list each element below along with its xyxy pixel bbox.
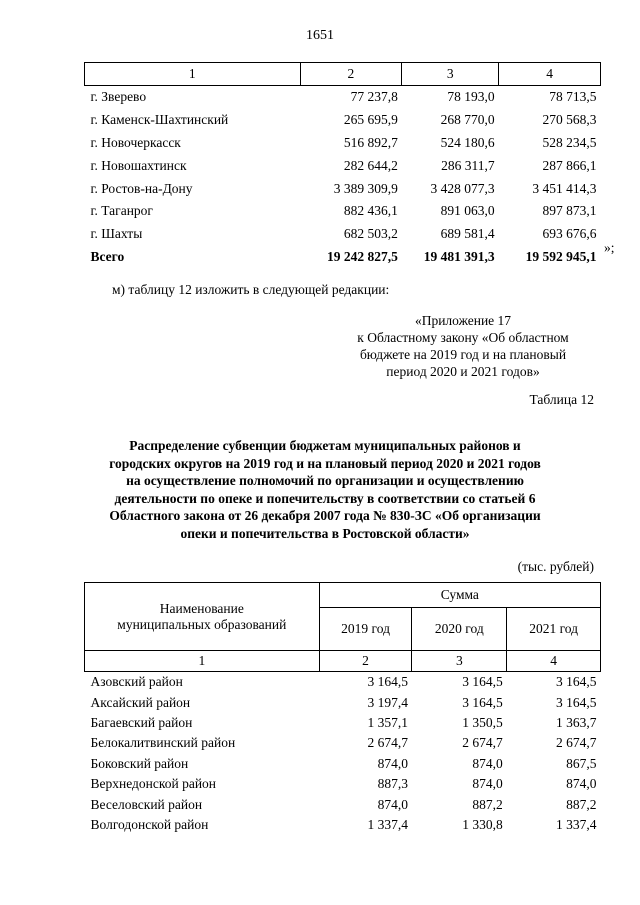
page-number: 1651 bbox=[306, 28, 334, 43]
table-row bbox=[85, 754, 601, 774]
value-2019: 874,0 bbox=[377, 796, 408, 812]
municipality-name: г. Ростов-на-Дону bbox=[90, 180, 193, 196]
value-2019: 282 644,2 bbox=[343, 157, 398, 173]
name-header-line: муниципальных образований bbox=[117, 616, 287, 632]
value-2019: 1 337,4 bbox=[367, 816, 408, 832]
column-numbers-row bbox=[85, 651, 601, 672]
table-header-row bbox=[85, 63, 601, 86]
municipality-name: г. Шахты bbox=[90, 226, 143, 242]
value-2021: 287 866,1 bbox=[542, 157, 597, 173]
table-header-row bbox=[85, 583, 601, 608]
value-2020: 268 770,0 bbox=[440, 112, 495, 128]
value-2020: 689 581,4 bbox=[440, 226, 495, 242]
column-number: 3 bbox=[402, 63, 499, 86]
municipality-name: г. Новошахтинск bbox=[90, 157, 187, 173]
sum-header: Сумма bbox=[319, 583, 600, 608]
appendix-line: «Приложение 17 bbox=[414, 313, 512, 328]
value-2020: 3 164,5 bbox=[462, 674, 503, 690]
table-label: Таблица 12 bbox=[529, 392, 594, 407]
total-row bbox=[85, 246, 601, 269]
value-2020: 2 674,7 bbox=[462, 735, 503, 751]
district-name: Аксайский район bbox=[90, 694, 191, 710]
year-header: 2019 год bbox=[319, 608, 412, 651]
title-line: городских округов на 2019 год и на плановый период 2020 и 2021 годов bbox=[109, 455, 541, 471]
municipality-name: г. Зверево bbox=[90, 89, 147, 105]
value-2019: 882 436,1 bbox=[343, 203, 398, 219]
table-row bbox=[85, 223, 601, 246]
value-2020: 1 330,8 bbox=[462, 816, 503, 832]
municipality-name: г. Таганрог bbox=[90, 203, 153, 219]
table-title bbox=[72, 437, 578, 543]
table-row bbox=[85, 672, 601, 693]
municipality-name: г. Каменск-Шахтинский bbox=[90, 112, 229, 128]
title-line: опеки и попечительства в Ростовской области» bbox=[180, 525, 470, 541]
column-number: 4 bbox=[499, 63, 601, 86]
district-name: Веселовский район bbox=[90, 796, 203, 812]
units-label: (тыс. рублей) bbox=[517, 559, 594, 574]
value-2019: 3 389 309,9 bbox=[333, 180, 398, 196]
name-header bbox=[85, 583, 320, 651]
municipality-name: г. Новочеркасск bbox=[90, 134, 181, 150]
value-2021: 3 451 414,3 bbox=[532, 180, 597, 196]
title-line: Областного закона от 26 декабря 2007 года № 830-ЗС «Об организации bbox=[109, 508, 541, 524]
table-row bbox=[85, 200, 601, 223]
value-2020: 78 193,0 bbox=[447, 89, 495, 105]
value-2019: 3 164,5 bbox=[367, 674, 408, 690]
table-row bbox=[85, 815, 601, 835]
title-line: на осуществление полномочий по организации и осуществлению bbox=[126, 473, 524, 489]
appendix-note bbox=[318, 312, 608, 380]
value-2020: 891 063,0 bbox=[440, 203, 495, 219]
closing-quote: »; bbox=[604, 240, 615, 255]
table-row bbox=[85, 109, 601, 132]
value-2019: 887,3 bbox=[377, 776, 408, 792]
total-2021: 19 592 945,1 bbox=[525, 248, 597, 264]
value-2020: 874,0 bbox=[472, 776, 503, 792]
value-2019: 516 892,7 bbox=[343, 134, 398, 150]
district-name: Верхнедонской район bbox=[90, 776, 217, 792]
value-2021: 3 164,5 bbox=[556, 674, 597, 690]
table-row bbox=[85, 713, 601, 733]
value-2019: 77 237,8 bbox=[350, 89, 398, 105]
district-name: Багаевский район bbox=[90, 714, 193, 730]
value-2021: 887,2 bbox=[566, 796, 597, 812]
table-row bbox=[85, 794, 601, 814]
value-2021: 78 713,5 bbox=[549, 89, 597, 105]
value-2020: 1 350,5 bbox=[462, 714, 503, 730]
table-row bbox=[85, 86, 601, 109]
column-number: 2 bbox=[319, 651, 412, 672]
value-2021: 693 676,6 bbox=[542, 226, 597, 242]
column-number: 1 bbox=[85, 63, 301, 86]
table-row bbox=[85, 733, 601, 753]
value-2020: 887,2 bbox=[472, 796, 503, 812]
appendix-line: к Областному закону «Об областном bbox=[357, 330, 569, 345]
total-label: Всего bbox=[90, 248, 125, 264]
value-2019: 2 674,7 bbox=[367, 735, 408, 751]
value-2020: 3 428 077,3 bbox=[430, 180, 495, 196]
value-2021: 867,5 bbox=[566, 755, 597, 771]
district-name: Волгодонской район bbox=[90, 816, 209, 832]
value-2019: 874,0 bbox=[377, 755, 408, 771]
table-row bbox=[85, 692, 601, 712]
value-2019: 1 357,1 bbox=[367, 714, 408, 730]
value-2020: 524 180,6 bbox=[440, 134, 495, 150]
value-2021: 3 164,5 bbox=[556, 694, 597, 710]
total-2020: 19 481 391,3 bbox=[423, 248, 495, 264]
title-line: деятельности по опеке и попечительству в соответствии со статьей 6 bbox=[114, 490, 536, 506]
value-2020: 286 311,7 bbox=[441, 157, 495, 173]
column-number: 3 bbox=[412, 651, 507, 672]
title-line: Распределение субвенции бюджетам муниципальных районов и bbox=[129, 438, 521, 453]
district-name: Белокалитвинский район bbox=[90, 735, 236, 751]
value-2019: 3 197,4 bbox=[367, 694, 408, 710]
district-name: Боковский район bbox=[90, 755, 189, 771]
value-2020: 874,0 bbox=[472, 755, 503, 771]
value-2021: 874,0 bbox=[566, 776, 597, 792]
value-2019: 265 695,9 bbox=[343, 112, 398, 128]
amendment-paragraph: м) таблицу 12 изложить в следующей редакции: bbox=[112, 282, 390, 297]
table-row bbox=[85, 177, 601, 200]
value-2021: 1 337,4 bbox=[556, 816, 597, 832]
appendix-line: бюджете на 2019 год и на плановый bbox=[359, 347, 567, 362]
table-row bbox=[85, 154, 601, 177]
table-row bbox=[85, 774, 601, 794]
value-2021: 897 873,1 bbox=[542, 203, 597, 219]
value-2019: 682 503,2 bbox=[343, 226, 398, 242]
column-number: 1 bbox=[85, 651, 320, 672]
column-number: 2 bbox=[300, 63, 402, 86]
total-2019: 19 242 827,5 bbox=[326, 248, 398, 264]
column-number: 4 bbox=[507, 651, 601, 672]
value-2021: 1 363,7 bbox=[556, 714, 597, 730]
budget-table-continued bbox=[84, 62, 601, 268]
value-2021: 2 674,7 bbox=[556, 735, 597, 751]
name-header-line: Наименование bbox=[159, 600, 244, 616]
district-name: Азовский район bbox=[90, 674, 183, 690]
value-2021: 528 234,5 bbox=[542, 134, 597, 150]
appendix-line: период 2020 и 2021 годов» bbox=[386, 364, 540, 379]
value-2020: 3 164,5 bbox=[462, 694, 503, 710]
year-header: 2020 год bbox=[412, 608, 507, 651]
subvention-table bbox=[84, 582, 601, 835]
year-header: 2021 год bbox=[507, 608, 601, 651]
table-row bbox=[85, 132, 601, 155]
value-2021: 270 568,3 bbox=[542, 112, 597, 128]
